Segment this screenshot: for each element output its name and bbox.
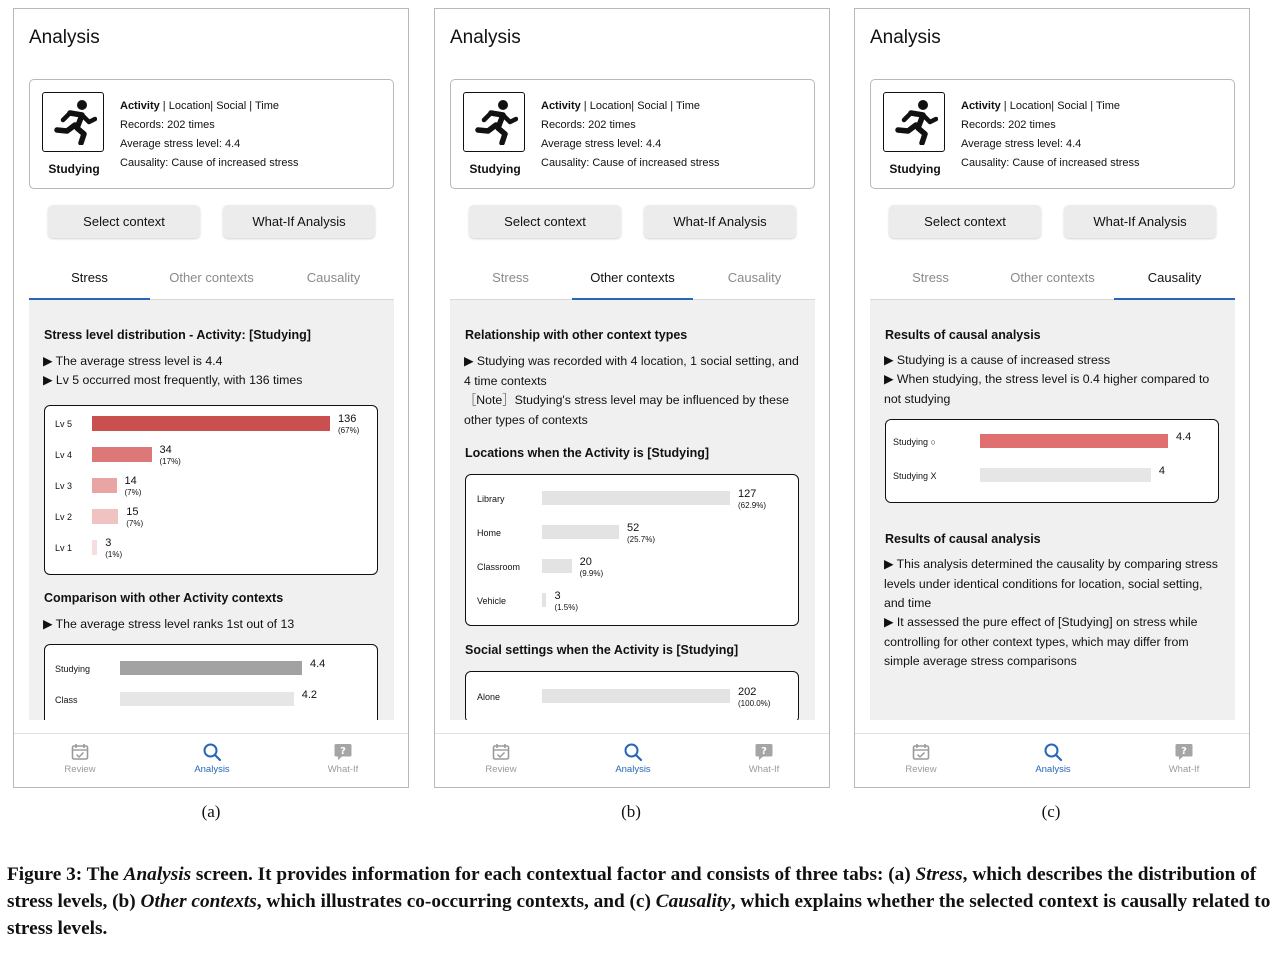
bar xyxy=(92,416,330,431)
recorded-with-text: ▶ Studying was recorded with 4 location, 1 social setting, and 4 time contexts xyxy=(464,354,799,388)
causality-text: Causality: Cause of increased stress xyxy=(541,157,720,169)
bottom-nav xyxy=(14,733,409,788)
bar xyxy=(120,661,302,675)
method-bullet: ▶ This analysis determined the causality by comparing stress levels under identical conditions for location, social setting, and time xyxy=(884,557,1218,610)
bar-value-label: 4.4 xyxy=(310,658,326,670)
bar-value-label: 20 xyxy=(579,556,592,568)
nav-what-if[interactable] xyxy=(298,742,388,775)
stress-distribution-heading: Stress level distribution - Activity: [Studying] xyxy=(44,328,311,342)
bar xyxy=(92,478,117,493)
context-info xyxy=(541,97,720,173)
running-person-icon xyxy=(42,92,104,152)
caption-screen: Analysis xyxy=(123,864,192,885)
causality-text: Causality: Cause of increased stress xyxy=(961,157,1140,169)
bar-category-label: Home xyxy=(477,528,502,538)
context-info xyxy=(961,97,1140,173)
nav-review-label: Review xyxy=(64,764,96,775)
factor-rest: | Location| Social | Time xyxy=(159,100,279,112)
records-text: Records: 202 times xyxy=(541,119,636,131)
bar-category-label: Alone xyxy=(477,692,501,702)
bar-category-label: Lv 4 xyxy=(55,450,73,460)
other-contexts-tab-content xyxy=(450,300,815,720)
search-icon xyxy=(1043,742,1063,762)
calendar-check-icon xyxy=(70,742,90,762)
caption-part4: , which explains whether the selected context is causally related to stress levels. xyxy=(7,891,1271,939)
tab-causality[interactable]: Causality xyxy=(727,270,782,285)
nav-analysis-label: Analysis xyxy=(1035,764,1071,775)
bar-percent-label: (25.7%) xyxy=(626,535,655,544)
stress-tab-content xyxy=(29,300,394,720)
tab-bar xyxy=(29,264,394,300)
bar-category-label: Lv 3 xyxy=(55,481,73,491)
avg-stress-text: Average stress level: 4.4 xyxy=(961,138,1082,150)
bar-category-label: Lv 5 xyxy=(55,419,73,429)
tab-causality[interactable]: Causality xyxy=(1114,264,1235,300)
bar-category-label: Lv 2 xyxy=(55,512,73,522)
phone-screen-c xyxy=(854,8,1250,788)
locations-heading: Locations when the Activity is [Studying] xyxy=(465,446,710,460)
nav-what-if[interactable] xyxy=(1139,742,1229,775)
social-settings-heading: Social settings when the Activity is [Studying] xyxy=(465,643,739,657)
bar-percent-label: (1%) xyxy=(105,550,123,559)
bar-category-label: Vehicle xyxy=(477,596,507,606)
context-card xyxy=(450,79,815,189)
what-if-analysis-button[interactable]: What-If Analysis xyxy=(223,205,375,238)
what-if-analysis-button[interactable]: What-If Analysis xyxy=(644,205,796,238)
bar-value-label: 3 xyxy=(105,537,112,549)
cause-bullet: ▶ Studying is a cause of increased stress xyxy=(884,353,1111,367)
bar-category-label: Lv 1 xyxy=(55,543,73,553)
bar-category-label: Class xyxy=(55,695,78,705)
context-info xyxy=(120,97,299,173)
factor-active: Activity xyxy=(541,100,581,112)
factor-rest: | Location| Social | Time xyxy=(580,100,700,112)
nav-review-label: Review xyxy=(485,764,517,775)
bar-category-label: Studying xyxy=(55,664,91,674)
bar xyxy=(980,468,1151,482)
avg-stress-bullet: ▶ The average stress level is 4.4 xyxy=(43,354,223,368)
subfigure-label-c: (c) xyxy=(1041,802,1061,821)
causality-text: Causality: Cause of increased stress xyxy=(120,157,299,169)
tab-bar xyxy=(450,264,815,300)
bar xyxy=(980,434,1168,448)
tab-causality[interactable]: Causality xyxy=(306,270,361,285)
context-factor-line xyxy=(120,97,299,116)
running-person-icon xyxy=(463,92,525,152)
bar-value-label: 136 xyxy=(338,413,357,425)
most-frequent-bullet: ▶ Lv 5 occurred most frequently, with 136 times xyxy=(43,373,303,387)
bar-value-label: 4.2 xyxy=(301,689,318,701)
bar xyxy=(542,593,546,607)
context-name: Studying xyxy=(48,162,100,176)
question-chat-icon xyxy=(333,742,353,762)
bar-percent-label: (7%) xyxy=(126,519,144,528)
calendar-check-icon xyxy=(911,742,931,762)
nav-review[interactable] xyxy=(456,742,546,775)
tab-other-contexts[interactable]: Other contexts xyxy=(572,264,693,300)
bar-value-label: 4.4 xyxy=(1176,431,1192,443)
select-context-button[interactable]: Select context xyxy=(469,205,621,238)
tab-stress[interactable]: Stress xyxy=(492,270,529,285)
bar-value-label: 52 xyxy=(626,522,640,534)
nav-analysis[interactable] xyxy=(167,742,257,775)
factor-rest: | Location| Social | Time xyxy=(1000,100,1120,112)
context-card xyxy=(29,79,394,189)
calendar-check-icon xyxy=(491,742,511,762)
avg-stress-text: Average stress level: 4.4 xyxy=(120,138,241,150)
note-text: ［Note］Studying's stress level may be influenced by these other types of contexts xyxy=(464,393,789,427)
caption-part1: screen. It provides information for each contextual factor and consists of three tabs: (a) xyxy=(191,864,916,885)
bar-category-label: Library xyxy=(477,494,505,504)
tab-bar xyxy=(870,264,1235,300)
nav-review[interactable] xyxy=(35,742,125,775)
caption-tab-other: Other contexts xyxy=(140,891,257,912)
caption-part3: , which illustrates co-occurring contexts, and (c) xyxy=(256,891,656,912)
bar-percent-label: (9.9%) xyxy=(579,569,604,578)
bar-percent-label: (62.9%) xyxy=(738,501,767,510)
caption-tab-stress: Stress xyxy=(915,864,963,885)
question-chat-icon xyxy=(1174,742,1194,762)
bar xyxy=(542,525,619,539)
bar-category-label: Studying X xyxy=(893,471,937,481)
bar xyxy=(542,689,730,703)
bar-value-label: 34 xyxy=(159,444,172,456)
context-factor-line xyxy=(541,97,720,116)
select-context-button[interactable]: Select context xyxy=(889,205,1041,238)
bar xyxy=(120,692,294,706)
bar xyxy=(542,491,730,505)
context-card xyxy=(870,79,1235,189)
causal-results-heading: Results of causal analysis xyxy=(885,328,1041,342)
nav-analysis-label: Analysis xyxy=(615,764,651,775)
bar-percent-label: (17%) xyxy=(159,457,181,466)
social-settings-chart xyxy=(465,671,799,720)
select-context-button[interactable]: Select context xyxy=(48,205,200,238)
nav-analysis-label: Analysis xyxy=(194,764,230,775)
caption-prefix: Figure 3: The xyxy=(7,864,124,885)
higher-stress-bullet: ▶ When studying, the stress level is 0.4 higher compared to not studying xyxy=(884,372,1210,406)
figure-caption xyxy=(7,861,1272,942)
nav-what-if-label: What-If xyxy=(327,764,359,775)
phone-screen-a xyxy=(13,8,409,788)
nav-what-if-label: What-If xyxy=(748,764,780,775)
tab-other-contexts[interactable]: Other contexts xyxy=(169,270,254,285)
nav-analysis[interactable] xyxy=(1008,742,1098,775)
records-text: Records: 202 times xyxy=(120,119,215,131)
subfigure-label-a: (a) xyxy=(201,802,221,821)
bar-percent-label: (7%) xyxy=(124,488,142,497)
bar xyxy=(92,447,152,462)
bar-value-label: 202 xyxy=(738,686,757,698)
bar-category-label: Classroom xyxy=(477,562,521,572)
rank-bullet: ▶ The average stress level ranks 1st out of 13 xyxy=(43,617,295,631)
context-factor-line xyxy=(961,97,1140,116)
bar-value-label: 15 xyxy=(126,506,139,518)
bar-percent-label: (67%) xyxy=(338,426,360,435)
context-name: Studying xyxy=(469,162,521,176)
pure-effect-bullet: ▶ It assessed the pure effect of [Studying] on stress while controlling for other context types, which may differ from simple average stress comparisons xyxy=(884,615,1198,668)
search-icon xyxy=(623,742,643,762)
causal-comparison-chart xyxy=(885,419,1219,503)
activity-comparison-chart xyxy=(44,644,378,720)
comparison-heading: Comparison with other Activity contexts xyxy=(44,591,284,605)
factor-active: Activity xyxy=(961,100,1001,112)
phone-screen-b xyxy=(434,8,830,788)
bar-value-label: 3 xyxy=(554,590,561,602)
nav-what-if[interactable] xyxy=(719,742,809,775)
bar-value-label: 4 xyxy=(1158,465,1166,477)
bar xyxy=(92,509,118,524)
page-title: Analysis xyxy=(870,27,941,48)
bar-value-label: 14 xyxy=(124,475,137,487)
page-title: Analysis xyxy=(29,27,100,48)
running-person-icon xyxy=(883,92,945,152)
search-icon xyxy=(202,742,222,762)
caption-tab-causality: Causality xyxy=(655,891,731,912)
tab-other-contexts[interactable]: Other contexts xyxy=(1010,270,1095,285)
what-if-analysis-button[interactable]: What-If Analysis xyxy=(1064,205,1216,238)
records-text: Records: 202 times xyxy=(961,119,1056,131)
stress-level-chart xyxy=(44,405,378,575)
subfigure-label-b: (b) xyxy=(621,802,641,821)
bar-percent-label: (100.0%) xyxy=(738,699,771,708)
bar-category-label: Studying ○ xyxy=(893,437,936,447)
bar xyxy=(542,559,572,573)
context-name: Studying xyxy=(889,162,941,176)
causality-tab-content xyxy=(870,300,1235,720)
caption-part2: , which describes the distribution of stress levels, (b) xyxy=(7,864,1257,912)
causal-method-heading: Results of causal analysis xyxy=(885,532,1041,546)
bar-value-label: 127 xyxy=(738,488,757,500)
avg-stress-text: Average stress level: 4.4 xyxy=(541,138,662,150)
bottom-nav xyxy=(435,733,830,788)
tab-stress[interactable]: Stress xyxy=(912,270,949,285)
bar xyxy=(92,540,97,555)
locations-chart xyxy=(465,474,799,626)
factor-active: Activity xyxy=(120,100,160,112)
nav-review[interactable] xyxy=(876,742,966,775)
tab-stress[interactable]: Stress xyxy=(29,264,150,300)
nav-what-if-label: What-If xyxy=(1168,764,1200,775)
nav-review-label: Review xyxy=(905,764,937,775)
page-title: Analysis xyxy=(450,27,521,48)
bar-percent-label: (1.5%) xyxy=(554,603,578,612)
question-chat-icon xyxy=(754,742,774,762)
nav-analysis[interactable] xyxy=(588,742,678,775)
bottom-nav xyxy=(855,733,1250,788)
relationship-heading: Relationship with other context types xyxy=(465,328,688,342)
